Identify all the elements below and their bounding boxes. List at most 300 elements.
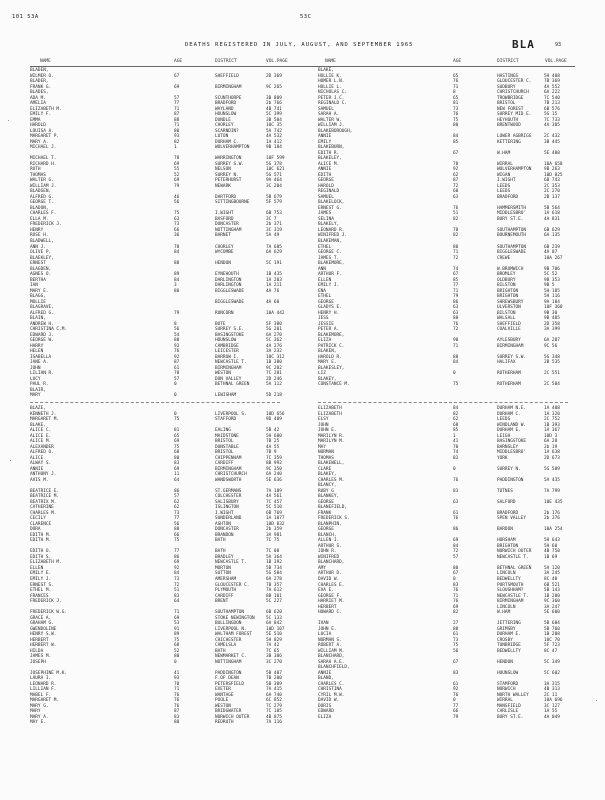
entry-district: ROTHERHAM (497, 382, 521, 388)
entry-age: 0 (453, 466, 456, 472)
entry-volpage: 4A 305 (544, 123, 560, 129)
entry-age: 57 (174, 376, 180, 382)
entry-volpage: 7C 457 (266, 499, 282, 505)
entry-volpage: 10A 696 (544, 698, 563, 704)
entry-volpage: 2C 11 (544, 692, 558, 698)
entry-volpage: 3A 247 (544, 604, 560, 610)
entry-district: WYCOMBE (215, 250, 234, 256)
entry-name: EMILY (318, 139, 332, 145)
entry-volpage: 7B 25 (266, 439, 280, 445)
entry-age: 84 (174, 277, 180, 283)
entry-name: BLANPHIN, (318, 521, 342, 527)
entry-volpage: 10D 656 (266, 411, 285, 417)
entry-name: CHARLES M. (30, 510, 57, 516)
entry-district: BIRMINGHAM (215, 466, 242, 472)
entry-volpage: 5H 643 (544, 538, 560, 544)
entry-district: DONCASTER (215, 222, 239, 228)
entry-name: JOHN E. (318, 428, 337, 434)
entry-volpage: 4A 561 (266, 494, 282, 500)
entry-district: NEW FOREST (497, 106, 524, 112)
entry-volpage: 5B 679 (266, 194, 282, 200)
entry-age: 76 (453, 321, 459, 327)
entry-district: STAFFORD (215, 417, 237, 423)
entry-district: BEDWELLTY (497, 576, 521, 582)
entry-name: BLAGDEN, (30, 266, 52, 272)
entry-district: LIVERPOOL S. (215, 411, 247, 417)
entry-volpage: 9C 350 (266, 466, 282, 472)
entry-district: CARLISLE (497, 709, 519, 715)
entry-district: SOUTHAMPTON (215, 610, 245, 616)
entry-volpage: 7B 200 (266, 676, 282, 682)
entry-volpage: 10D 107 (266, 626, 285, 632)
entry-age: 84 (174, 571, 180, 577)
entry-volpage: 9A 464 (266, 178, 282, 184)
entry-name: ALICE E. (30, 433, 52, 439)
entry-volpage: 1B 200 (544, 593, 560, 599)
entry-district: WOLVERHAMPTON (497, 167, 532, 173)
entry-volpage: 9B 263 (544, 167, 560, 173)
entry-district: LEEDS (497, 189, 511, 195)
surname-code: BLA (512, 38, 535, 51)
entry-name: BLAIR, (30, 387, 46, 393)
entry-age: 72 (453, 183, 459, 189)
entry-volpage: 5A 112 (266, 382, 282, 388)
entry-volpage: 7C 279 (266, 703, 282, 709)
entry-volpage: 2D 673 (544, 455, 560, 461)
entry-name: EMILY J. (318, 283, 340, 289)
entry-volpage: 7B 9 (266, 450, 277, 456)
entry-district: ULVERSTON (497, 305, 521, 311)
entry-district: NORWICH OUTER (215, 714, 250, 720)
entry-name: ALFRED G. (30, 194, 54, 200)
entry-age: 63 (453, 310, 459, 316)
entry-name: ANNIE (318, 670, 332, 676)
entry-district: NEWARK (215, 183, 231, 189)
entry-age: 86 (453, 527, 459, 533)
entry-age: 55 (174, 167, 180, 173)
entry-name: MICHAEL J. (30, 145, 57, 151)
entry-age: 80 (174, 128, 180, 134)
entry-age: 79 (453, 714, 459, 720)
entry-district: BURY ST.E. (497, 714, 524, 720)
entry-district: SURREY S.W. (497, 354, 527, 360)
entry-district: BRADFORD (215, 101, 237, 107)
entry-name: HENRY (30, 227, 44, 233)
entry-volpage: 7B 213 (544, 101, 560, 107)
entry-name: WALTER W. (318, 117, 342, 123)
entry-district: MORTON (215, 565, 231, 571)
entry-name: CLARE (318, 466, 332, 472)
entry-age: 8 (453, 90, 456, 96)
entry-name: HAROLD R. (318, 354, 342, 360)
entry-name: ENA (318, 288, 326, 294)
entry-name: HAROLD (318, 183, 334, 189)
entry-name: EVA E. (318, 588, 334, 594)
entry-age: 80 (453, 565, 459, 571)
entry-age: 0 (453, 371, 456, 377)
col-header-district-right: DISTRICT (497, 59, 519, 64)
entry-name: ELIZABETH M. (30, 560, 62, 566)
entry-age: 87 (453, 178, 459, 184)
entry-name: SARAH A.E. (318, 659, 345, 665)
section-divider-right (318, 402, 568, 403)
entry-district: CAMELSLA (215, 643, 237, 649)
entry-age: 83 (453, 488, 459, 494)
page-ref-mid: 53C (300, 14, 312, 20)
entry-name: DORA (30, 527, 41, 533)
entry-volpage: 5H 408 (544, 73, 560, 79)
entry-name: BLADWELL, (30, 238, 54, 244)
entry-age: 83 (453, 455, 459, 461)
entry-volpage: 5C 602 (544, 670, 560, 676)
entry-age: 61 (174, 365, 180, 371)
entry-age: 85 (453, 139, 459, 145)
entry-volpage: 4B 750 (544, 549, 560, 555)
entry-volpage: 5F 579 (266, 200, 282, 206)
entry-volpage: 5C 133 (266, 615, 282, 621)
entry-volpage: 1A 1077 (266, 516, 285, 522)
entry-name: BLAKESLEY, (318, 365, 345, 371)
entry-district: NORWICH OUTER (497, 549, 532, 555)
entry-age: 77 (174, 516, 180, 522)
entry-name: ALICE (30, 455, 44, 461)
entry-age: 65 (174, 433, 180, 439)
entry-name: EMILY F. (30, 112, 52, 118)
entry-volpage: 9B 405 (544, 316, 560, 322)
entry-district: LOWER AGBRIGG (497, 134, 532, 140)
entry-district: GLOUCESTER C. (215, 582, 250, 588)
entry-name: MOLLIE (30, 299, 46, 305)
entry-district: HORSHAM (497, 538, 516, 544)
scan-speck (596, 700, 597, 701)
entry-volpage: 5A 49 (266, 233, 280, 239)
entry-district: CHRISTCHURCH (215, 472, 247, 478)
entry-age: 84 (174, 250, 180, 256)
entry-district: SURREY N. (215, 172, 239, 178)
entry-district: WARRINGTON (215, 156, 242, 162)
entry-district: GLOUCESTER C. (497, 79, 532, 85)
entry-name: ARTHUR D. (318, 571, 342, 577)
entry-district: MIDDLESBRO' (497, 211, 527, 217)
entry-name: SARAH A. (318, 112, 340, 118)
entry-name: GRACE A. (30, 615, 52, 621)
entry-volpage: 2B 535 (544, 360, 560, 366)
entry-name: CHARLES E. (318, 582, 345, 588)
entry-name: OLIVE P. (30, 250, 52, 256)
entry-name: GEORGE (318, 299, 334, 305)
entry-name: CHARLES F. (30, 211, 57, 217)
entry-district: DON VALLEY (215, 376, 242, 382)
entry-district: NEWCASTLE T. (497, 554, 529, 560)
entry-name: ALICE M. (318, 161, 340, 167)
entry-district: SLOUGHHAM? (497, 588, 524, 594)
entry-name: WILMER O. (30, 73, 54, 79)
entry-volpage: 2b 376 (544, 516, 560, 522)
entry-volpage: 5A 364 (266, 554, 282, 560)
entry-age: 71 (174, 106, 180, 112)
entry-district: PORTSMOUTH (497, 582, 524, 588)
entry-age: 85 (453, 428, 459, 434)
entry-age: 69 (453, 538, 459, 544)
entry-name: SAMUEL (318, 106, 334, 112)
entry-name: JOSEPHINE M.K. (30, 670, 68, 676)
entry-name: CYRIL M.W. (318, 692, 345, 698)
entry-name: BERTHA (30, 277, 46, 283)
entry-district: I.WIGHT (215, 510, 234, 516)
entry-volpage: 8B 992 (266, 461, 282, 467)
entry-district: COALVILLE (497, 327, 521, 333)
entry-volpage: 6A 740 (266, 692, 282, 698)
entry-age: 69 (174, 178, 180, 184)
entry-district: CROSBY (497, 637, 513, 643)
entry-name: JOHN R. (318, 549, 337, 555)
entry-name: JAMES M. (30, 654, 52, 660)
entry-name: JESSIE (318, 321, 334, 327)
entry-district: MANSFIELD (497, 703, 521, 709)
entry-age: 54 (174, 332, 180, 338)
col-header-age-left: AGE (174, 59, 183, 64)
entry-name: EMMA (30, 117, 41, 123)
entry-age: 84 (453, 134, 459, 140)
entry-age: 0 (174, 659, 177, 665)
entry-age: 84 (453, 360, 459, 366)
entry-age: 76 (174, 703, 180, 709)
entry-volpage: 6A 28 (544, 439, 558, 445)
entry-volpage: 5C 52 (544, 272, 558, 278)
entry-age: 51 (174, 588, 180, 594)
entry-volpage: 10C 621 (266, 167, 285, 173)
entry-volpage: 6A 278 (266, 576, 282, 582)
entry-district: LEWISHAM (215, 393, 237, 399)
entry-district: WESTON (215, 703, 231, 709)
entry-district: EYNEHOUTH (215, 272, 239, 278)
entry-age: 82 (453, 233, 459, 239)
entry-volpage: 5G 571 (266, 172, 282, 178)
entry-district: SOUTHAMPTON (497, 227, 527, 233)
entry-age: 67 (453, 150, 459, 156)
entry-district: BRIDGWATER (215, 709, 242, 715)
entry-district: NELSON (215, 167, 231, 173)
entry-name: GWENDOLINE (30, 626, 57, 632)
entry-age: 92 (453, 167, 459, 173)
entry-volpage: 3A 232 (266, 349, 282, 355)
entry-age: 76 (453, 205, 459, 211)
entry-name: JOHN (318, 422, 329, 428)
entry-name: JOHN E. (318, 626, 337, 632)
entry-volpage: 3A 981 (266, 532, 282, 538)
entry-age: 72 (453, 255, 459, 261)
entry-volpage: 8C 40 (544, 576, 558, 582)
entry-volpage: 4B 875 (266, 714, 282, 720)
entry-age: 70 (174, 681, 180, 687)
entry-district: BRADFORD (497, 510, 519, 516)
entry-age: 86 (453, 299, 459, 305)
entry-age: 69 (174, 466, 180, 472)
entry-name: HOLLIE K. (318, 73, 342, 79)
entry-district: HAMMERSMITH (497, 205, 527, 211)
entry-volpage: 3A 315 (544, 681, 560, 687)
entry-volpage: 2b 371 (266, 222, 282, 228)
entry-name: EMILY E. (30, 571, 52, 577)
entry-age: 75 (174, 637, 180, 643)
entry-name: GEORGE (318, 527, 334, 533)
entry-volpage: 5A 742 (266, 128, 282, 134)
entry-age: 72 (453, 327, 459, 333)
entry-volpage: 3C 270 (266, 659, 282, 665)
entry-age: 93 (174, 134, 180, 140)
entry-volpage: 5B 734 (266, 565, 282, 571)
entry-age: 46 (174, 194, 180, 200)
entry-district: BEDWELLTY (497, 648, 521, 654)
page-number: 93 (555, 42, 562, 48)
entry-name: NORMAN S. (318, 637, 342, 643)
entry-volpage: 7C 08 (266, 549, 280, 555)
entry-name: CHRISTINA (318, 687, 342, 693)
entry-district: BUTE (215, 321, 226, 327)
entry-volpage: 9B 5 (544, 283, 555, 289)
entry-volpage: 2D 369 (266, 73, 282, 79)
entry-name: HERBERT W. (30, 643, 57, 649)
entry-district: REDRUTH (215, 720, 234, 726)
entry-volpage: 6A 629 (266, 250, 282, 256)
entry-volpage: 5E 600 (544, 610, 560, 616)
entry-name: BLAEKLEY, (30, 255, 54, 261)
entry-name: HERBERT (318, 604, 337, 610)
entry-volpage: 1B 435 (266, 272, 282, 278)
entry-name: BLADES, (30, 90, 49, 96)
entry-name: LIZ (318, 371, 326, 377)
entry-district: DARLINGTON (215, 277, 242, 283)
entry-name: ETHEL (318, 294, 332, 300)
entry-volpage: 4B 741 (266, 106, 282, 112)
entry-district: DURHAM C. (215, 139, 239, 145)
entry-name: BLANCHFIELD, (318, 665, 350, 671)
entry-age: 41 (453, 439, 459, 445)
entry-district: BARNSLEY (497, 444, 519, 450)
entry-name: LUCIA (318, 632, 332, 638)
entry-age: 11 (174, 472, 180, 478)
entry-volpage: 7C 281 (266, 371, 282, 377)
entry-volpage: 7B 369 (544, 79, 560, 85)
entry-age: 90 (453, 338, 459, 344)
entry-name: GEORGE W. (30, 338, 54, 344)
entry-age: 85 (453, 277, 459, 283)
entry-name: MARILYN R. (318, 433, 345, 439)
entry-name: CLARENCE (30, 521, 52, 527)
entry-name: AMY (318, 565, 326, 571)
entry-age: 88 (453, 626, 459, 632)
entry-district: LEICESTER (215, 349, 239, 355)
entry-district: SUDBURY (497, 84, 516, 90)
entry-district: SURREY S.W. (215, 161, 245, 167)
entry-name: BLANCH, (318, 532, 337, 538)
entry-district: BATH (215, 648, 226, 654)
entry-district: CARDIFF (215, 593, 234, 599)
entry-volpage: 6A 270 (266, 332, 282, 338)
entry-name: BLAGG, (30, 294, 46, 300)
entry-district: EXETER (215, 687, 231, 693)
entry-name: HELEN (30, 349, 44, 355)
entry-age: 76 (453, 516, 459, 522)
entry-name: WILLIAM J. (318, 123, 345, 129)
entry-volpage: 6B 521 (544, 582, 560, 588)
entry-district: PETERSFIELD (215, 681, 245, 687)
entry-name: EDITH M. (30, 538, 52, 544)
entry-name: IAN (30, 283, 38, 289)
entry-volpage: 10F 599 (266, 156, 285, 162)
entry-age: 88 (174, 117, 180, 123)
entry-age: 86 (174, 554, 180, 560)
entry-age: 66 (453, 709, 459, 715)
entry-age: 82 (453, 610, 459, 616)
entry-volpage: 6A 222 (544, 90, 560, 96)
entry-name: HERBERT (30, 637, 49, 643)
entry-volpage: 2D 358 (544, 321, 560, 327)
entry-age: 73 (174, 576, 180, 582)
entry-district: MIDDLESBRO' (497, 450, 527, 456)
entry-district: DURHAM N.E. (497, 406, 527, 411)
register-entry (30, 720, 300, 726)
entry-district: SHEFFIELD (215, 73, 239, 79)
entry-name: JAMES T. (318, 255, 340, 261)
entry-district: SURREY N. (497, 466, 521, 472)
entry-name: MAY E. (30, 720, 46, 726)
entry-name: BLAKEY, (318, 376, 337, 382)
entry-district: POOLE (215, 698, 229, 704)
entry-age: 89 (174, 632, 180, 638)
entry-district: W.HAM (497, 150, 511, 156)
entry-volpage: 8C 47 (544, 648, 558, 654)
entry-name: BLAKEBURN, (318, 145, 345, 151)
entry-name: ANTHONY J. (30, 472, 57, 478)
entry-volpage: 9B 353 (544, 277, 560, 283)
entry-volpage: 6C 852 (266, 698, 282, 704)
entry-name: ELIZABETH (318, 406, 342, 411)
entry-volpage: 2b 359 (266, 527, 282, 533)
entry-age: 76 (174, 698, 180, 704)
entry-name: BLANKEY, (318, 494, 340, 500)
entry-name: ALFRED G. (30, 310, 54, 316)
entry-age: 62 (453, 417, 459, 423)
entry-volpage: 1A 320 (544, 411, 560, 417)
entry-district: LUTON (215, 134, 229, 140)
entry-name: MABEL F. (30, 692, 52, 698)
entry-volpage: 10F 360 (544, 305, 563, 311)
entry-age: 75 (174, 211, 180, 217)
entry-name: ANNIE (318, 134, 332, 140)
entry-name: REGINALD (318, 189, 340, 195)
entry-age: 65 (453, 73, 459, 79)
entry-district: SALFORD (497, 499, 516, 505)
entry-district: HALIFAX (497, 360, 516, 366)
entry-name: BLAIN, (30, 316, 46, 322)
entry-name: MARY G. (30, 703, 49, 709)
entry-district: WANTAGE (215, 692, 234, 698)
entry-district: W.BROMWICH (497, 266, 524, 272)
entry-volpage: 2b 766 (266, 101, 282, 107)
entry-name: ELLA M. (30, 216, 49, 222)
entry-age: 76 (453, 692, 459, 698)
entry-name: EDITH (318, 172, 332, 178)
entry-volpage: 5C 349 (544, 659, 560, 665)
entry-district: YORK (497, 455, 508, 461)
entry-volpage: 7A 189 (266, 488, 282, 494)
entry-district: BILSTON (497, 283, 516, 289)
entry-age: 83 (453, 582, 459, 588)
entry-volpage: 9C 56 (544, 343, 558, 349)
entry-volpage: 7C 105 (266, 709, 282, 715)
entry-district: CHORLEY (215, 123, 234, 129)
